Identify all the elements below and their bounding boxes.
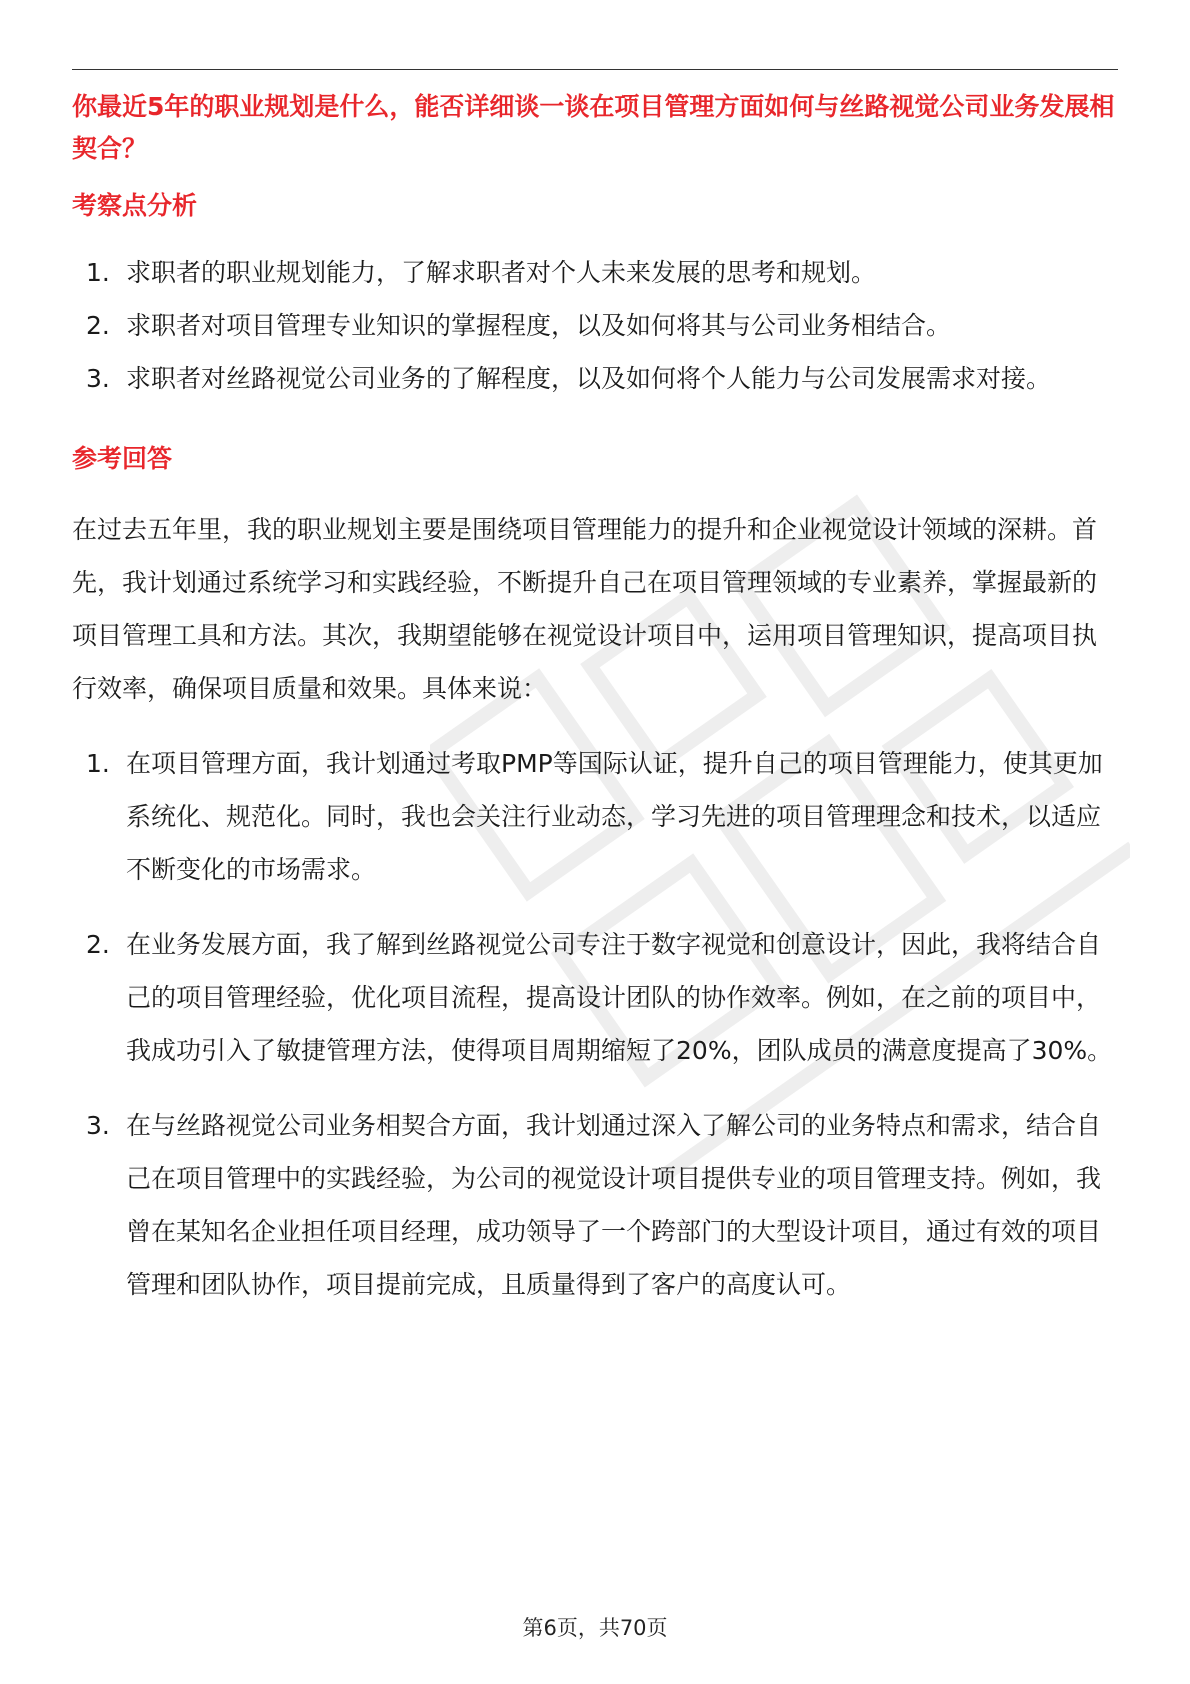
list-number: 1. (86, 258, 110, 287)
answer-section-title: 参考回答 (72, 444, 173, 473)
page-number-footer: 第6页，共70页 (522, 1616, 668, 1640)
answer-intro-paragraph: 在过去五年里，我的职业规划主要是围绕项目管理能力的提升和企业视觉设计领域的深耕。首先，我计划通过系统学习和实践经验，不断提升自己在项目管理领域的专业素养，掌握最新的项目管理工具和方法。其次，我期望能够在视觉设计项目中，运用项目管理知识，提高项目执行效率，确保项目质量和效果。具体来说： (72, 515, 1098, 703)
document-body (72, 86, 1118, 1333)
list-item (72, 1099, 1118, 1311)
list-item-text: 求职者的职业规划能力，了解求职者对个人未来发展的思考和规划。 (126, 258, 877, 287)
list-item (72, 352, 1118, 405)
list-item-text: 求职者对丝路视觉公司业务的了解程度，以及如何将个人能力与公司发展需求对接。 (126, 364, 1052, 393)
analysis-section-title: 考察点分析 (72, 191, 198, 220)
analysis-list (72, 246, 1118, 405)
list-item (72, 246, 1118, 299)
question-heading: 你最近5年的职业规划是什么，能否详细谈一谈在项目管理方面如何与丝路视觉公司业务发展相契合？ (72, 92, 1115, 163)
list-number: 3. (86, 364, 110, 393)
list-item (72, 918, 1118, 1077)
list-number: 3. (86, 1111, 110, 1140)
list-item-text: 在与丝路视觉公司业务相契合方面，我计划通过深入了解公司的业务特点和需求，结合自己在项目管理中的实践经验，为公司的视觉设计项目提供专业的项目管理支持。例如，我曾在某知名企业担任项目经理，成功领导了一个跨部门的大型设计项目，通过有效的项目管理和团队协作，项目提前完成，且质量得到了客户的高度认可。 (126, 1111, 1102, 1299)
list-item-text: 在项目管理方面，我计划通过考取PMP等国际认证，提升自己的项目管理能力，使其更加系统化、规范化。同时，我也会关注行业动态，学习先进的项目管理理念和技术，以适应不断变化的市场需求。 (126, 749, 1103, 884)
list-item (72, 299, 1118, 352)
header-rule (72, 69, 1118, 70)
list-number: 2. (86, 311, 110, 340)
answer-list (72, 737, 1118, 1311)
list-number: 1. (86, 749, 110, 778)
list-item-text: 求职者对项目管理专业知识的掌握程度，以及如何将其与公司业务相结合。 (126, 311, 952, 340)
list-item-text: 在业务发展方面，我了解到丝路视觉公司专注于数字视觉和创意设计，因此，我将结合自己的项目管理经验，优化项目流程，提高设计团队的协作效率。例如，在之前的项目中，我成功引入了敏捷管理方法，使得项目周期缩短了20%，团队成员的满意度提高了30%。 (126, 930, 1113, 1065)
list-number: 2. (86, 930, 110, 959)
list-item (72, 737, 1118, 896)
